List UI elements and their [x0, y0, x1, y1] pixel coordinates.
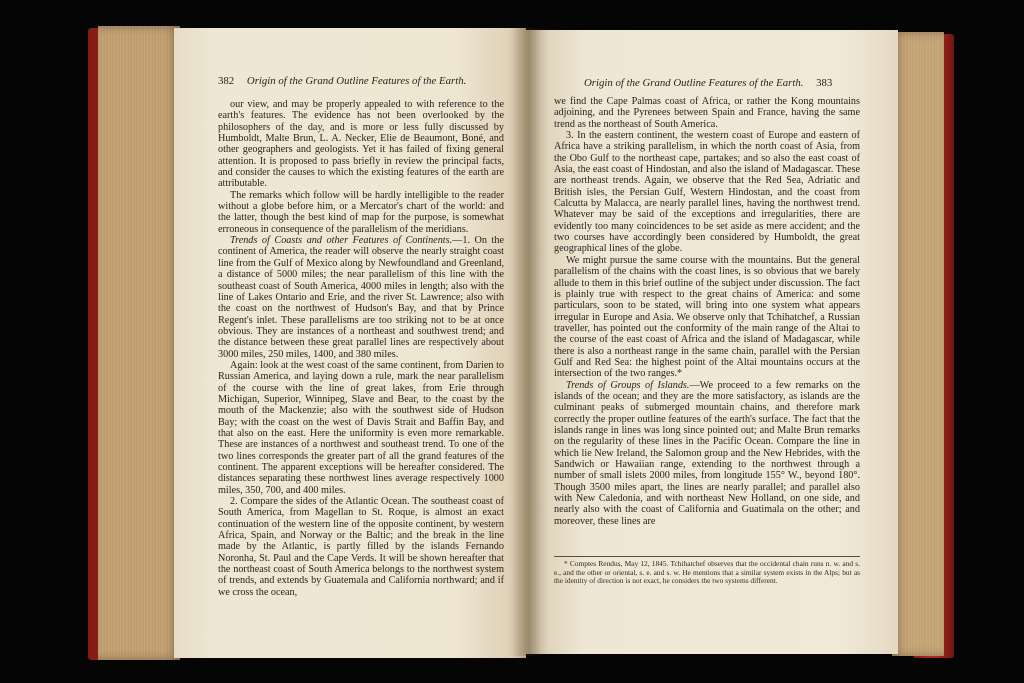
footnote: * Comptes Rendus, May 12, 1845. Tchihatchef observes that the occidental chain runs n. w. and s. e., and the other or oriental, s. e. and s. w. He mentions that a similar system exists in the Alps; but as the identity of direction is not exact, he considers the two systems different. — [554, 559, 860, 586]
section-heading: Trends of Coasts and other Features of Continents. — [230, 235, 453, 247]
right-running-head — [584, 78, 832, 89]
paragraph-text: —1. On the continent of America, the reader will observe the nearly straight coast line from the Gulf of Mexico along by Newfoundland and Greenland, a distance of 5000 miles; the near parallelism of this line with the southeast coast of South America, 4000 miles in length; also with the line of Lakes Ontario and Erie, and the river St. Lawrence; also with the coast on the northwest of Hudson's Bay, and that by Prince Regent's inlet. These parallelisms are too striking not to be at once obvious. They are instances of a northeast and southwest trend; and the distance between these great parallel lines are respectively about 3000 miles, 250 miles, 1400, and 380 miles. — [218, 235, 504, 360]
paragraph-text: 2. Compare the sides of the Atlantic Ocean. The southeast coast of South America, from Magellan to St. Roque, is almost an exact continuation of the western line of the opposite continent, by western Africa, Spain, and Norway or the Baltic; and the break in the line made by the Atlantic, is partly filled by the islands Fernando Noronha, St. Paul and the Cape Verds. It will be shown hereafter that the northeast coast of South America belongs to the northwest system of trends, and extends by Guatemala and California northward; and if we cross the ocean, — [218, 496, 504, 598]
page-edges-right — [892, 32, 944, 656]
right-page-number: 383 — [816, 77, 833, 89]
paragraph — [218, 360, 504, 496]
right-header-title: Origin of the Grand Outline Features of the Earth. — [584, 77, 804, 89]
paragraph-text: our view, and may be properly appealed to with reference to the earth's features. The evidence has not been overlooked by the philosophers of the day, and is more or less fully discussed by Humboldt, Malte Brun, L. A. Necker, Elie de Beaumont, Boné, and other geographers and geologists. Yet it has failed of fixing general attention. It is proposed to pass briefly in review the principal facts, and consider the causes to which the existing features of the earth are attributable. — [218, 99, 504, 190]
right-body-text — [554, 96, 860, 527]
paragraph-text: The remarks which follow will be hardly intelligible to the reader without a globe before him, or a Mercator's chart of the world: and the latter, though the best kind of map for the purpose, is somewhat erroneous in consequence of the parallelism of the meridians. — [218, 189, 504, 235]
paragraph-text: we find the Cape Palmas coast of Africa, or rather the Kong mountains adjoining, and the Pyrenees between Spain and France, having the same trend as the northeast of South America. — [554, 96, 860, 130]
left-header-title: Origin of the Grand Outline Features of the Earth. — [246, 75, 467, 87]
paragraph — [218, 190, 504, 235]
section-heading: Trends of Groups of Islands. — [566, 379, 690, 391]
left-page — [174, 28, 526, 658]
paragraph — [554, 96, 860, 130]
paragraph — [218, 235, 504, 360]
paragraph-text: We might pursue the same course with the mountains. But the general parallelism of the chains with the coast lines, is so obvious that we barely allude to them in this brief outline of the subject under discussion. The fact is plainly true with respect to the great chains of America: and some particulars, soon to be stated, will bring into one system what appears irregular in Europe and Asia. We observe only that Tchihatchef, a Russian traveller, has pointed out the conformity of the main range of the Altai to the course of the east coast of Africa and the island of Madagascar, while there is also a northeast range in the same chain, parallel with the Persian Gulf and Red Sea: the highest point of the Altai mountains occurs at the intersection of the two ranges.* — [554, 254, 860, 380]
page-edges-left — [98, 26, 180, 660]
paragraph — [554, 380, 860, 527]
left-body-text — [218, 99, 504, 598]
left-running-head — [218, 76, 466, 87]
paragraph-text: —We proceed to a few remarks on the islands of the ocean; and they are the more satisfactory, as islands are the culminant peaks of submerged mountain chains, and therefore mark correctly the proper outline features of the earth's surface. The fact that the islands range in lines was long since pointed out; and Malte Brun remarks on the regularity of these lines in the Pacific Ocean. Compare the line in which lie New Ireland, the Salomon group and the New Hebrides, with the Sandwich or Hawaiian range, extending to the northwest through a number of small islets 2000 miles, from longitude 155° W., beyond 180°. Though 3500 miles apart, the lines are nearly parallel; and parallel also with New Caledonia, and with northeast New Holland, on one side, and nearly also with the coast of California and Guatimala on the other; and moreover, these lines are — [554, 379, 860, 527]
footnote-rule — [554, 556, 860, 557]
left-page-number: 382 — [218, 75, 235, 87]
paragraph-text: 3. In the eastern continent, the western coast of Europe and eastern of Africa have a striking parallelism, in which the north coast of Asia, from the Obo Gulf to the northeast cape, partakes; and so also the east coast of Asia, the east coast of Hindostan, and also the island of Madagascar. These are northeast trends. Again, we observe that the Red Sea, Adriatic and British isles, the Persian Gulf, Western Hindostan, and the coast from Calcutta by Malacca, are nearly parallel lines, having the northwest trend. Whatever may be said of the exceptions and irregularities, there are evidently too many coincidences to be set aside as mere accident; and the two courses have accordingly been considered by Humboldt, the great geographical lines of the globe. — [554, 130, 860, 255]
paragraph-text: Again: look at the west coast of the same continent, from Darien to Russian America, and laying down a rule, mark the near parallelism of the course with the line of great lakes, from Erie through Michigan, Superior, Winnipeg, Slave and Bear, to the coast by the mouth of the Mackenzie; also with the southwest side of Hudson Bay; with the coast on the west of Davis Strait and Baffin Bay, and that also on the east. Here the uniformity is even more remarkable. These are instances of a northwest and southeast trend. To one of the two lines corresponds the greater part of all the grand features of the continent. The apparent exceptions will be hereafter considered. The distances separating these northwest lines average respectively 1000 miles, 350, 700, and 400 miles. — [218, 359, 504, 496]
paragraph — [218, 99, 504, 190]
paragraph — [218, 496, 504, 598]
right-page — [526, 30, 898, 654]
paragraph — [554, 255, 860, 380]
open-book — [88, 22, 954, 664]
paragraph — [554, 130, 860, 255]
